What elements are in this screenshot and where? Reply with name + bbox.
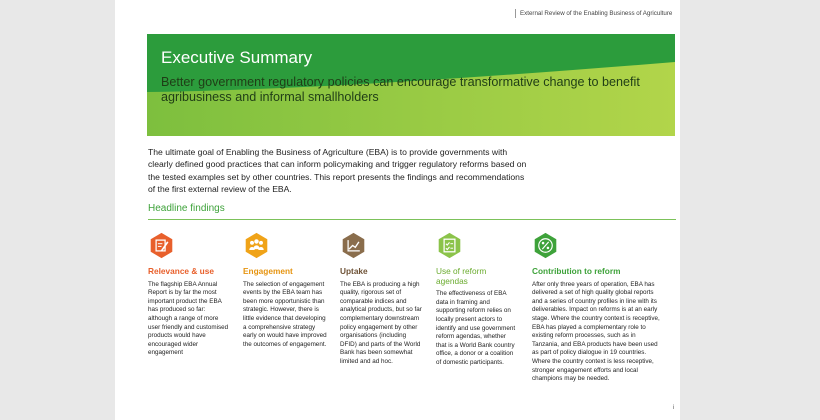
banner-subtitle: Better government regulatory policies can encourage transformative change to benefit agribusiness and informal smallholders bbox=[161, 75, 640, 104]
percent-icon bbox=[532, 232, 559, 259]
executive-summary-banner bbox=[147, 34, 675, 136]
finding-body: After only three years of operation, EBA has delivered a set of high quality global reports and a series of country profiles in line with its deliverables. Impact on reforms is at an early stage. Where the country context is receptive, EBA has played a complementary role to existing reform processes, such as in Tanzania, and EBA products have been used as part of policy dialogue in 19 countries. Where the country context is less receptive, stronger engagement efforts and local champions may be needed. bbox=[532, 280, 660, 383]
pencil-note-icon bbox=[148, 232, 175, 259]
banner-title: Executive Summary bbox=[161, 48, 313, 67]
section-divider bbox=[148, 219, 676, 220]
finding-uptake bbox=[340, 232, 422, 367]
finding-title: Uptake bbox=[340, 266, 368, 276]
finding-title: Engagement bbox=[243, 266, 293, 276]
finding-body: The effectiveness of EBA data in framing and supporting reform relies on locally present actors to identify and use government reform agendas, whether that is a World Bank country office, a donor or a coalition of domestic participants. bbox=[436, 290, 516, 366]
finding-title: Contribution to reform bbox=[532, 266, 621, 276]
people-group-icon bbox=[243, 232, 270, 259]
finding-reform-agendas bbox=[436, 232, 518, 368]
checklist-icon bbox=[436, 232, 463, 259]
finding-body: The EBA is producing a high quality, rigorous set of comparable indices and analytical products, but so far complementary downstream policy engagement by other organisations (including DFID) and parts of the World Bank has been somewhat limited and ad hoc. bbox=[340, 280, 422, 365]
finding-engagement bbox=[243, 232, 327, 349]
headline-findings-heading: Headline findings bbox=[148, 203, 225, 214]
page-number: i bbox=[673, 405, 675, 411]
finding-body: The flagship EBA Annual Report is by far the most important product the EBA has produced so far: although a range of more user friendly and customised products would have encouraged wider engagement bbox=[148, 280, 229, 357]
running-head: External Review of the Enabling Business of Agriculture bbox=[515, 9, 672, 18]
finding-title: Use of reform agendas bbox=[436, 266, 487, 286]
finding-body: The selection of engagement events by the EBA team has been more opportunistic than strategic. However, there is little evidence that developing a comprehensive strategy early on would have improved the outcomes of engagement. bbox=[243, 280, 327, 348]
intro-paragraph: The ultimate goal of Enabling the Business of Agriculture (EBA) is to provide governments with clearly defined good practices that can inform policymaking and trigger regulatory reforms based on the tested examples set by other countries. This report presents the findings and recommendations of the first external review of the EBA. bbox=[148, 147, 527, 195]
finding-contribution bbox=[532, 232, 660, 384]
document-page bbox=[115, 0, 680, 420]
finding-title: Relevance & use bbox=[148, 266, 214, 276]
finding-relevance bbox=[148, 232, 230, 358]
line-chart-icon bbox=[340, 232, 367, 259]
